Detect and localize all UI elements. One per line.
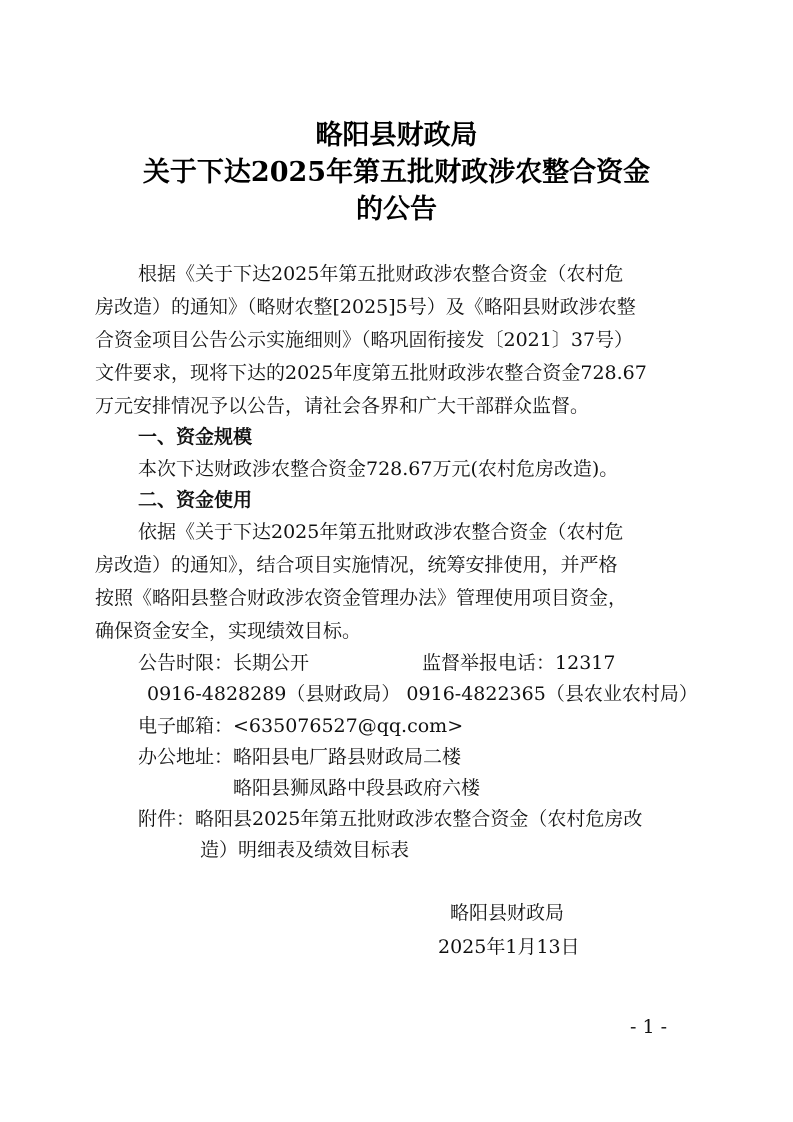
attachment-line-1: 略阳县2025年第五批财政涉农整合资金（农村危房改 (195, 808, 643, 830)
email-label: 电子邮箱： (138, 715, 234, 737)
hotline-label: 监督举报电话： (422, 652, 556, 674)
address-line-1: 略阳县电厂路县财政局二楼 (233, 746, 462, 768)
usage-line: 确保资金安全，实现绩效目标。 (95, 620, 362, 642)
notice-period-value: 长期公开 (233, 652, 310, 674)
intro-line: 房改造）的通知》（略财农整[2025]5号）及《略阳县财政涉农整 (95, 296, 636, 318)
notice-period (138, 650, 309, 676)
phone-numbers: 0916-4828289（县财政局） 0916-4822365（县农业农村局） (147, 683, 698, 705)
intro-line: 合资金项目公告公示实施细则》（略巩固衔接发〔2021〕37号） (95, 329, 634, 351)
attachment-line-2: 造）明细表及绩效目标表 (200, 839, 410, 861)
hotline-number: 12317 (555, 652, 616, 674)
office-address (138, 744, 461, 770)
section-text-scale: 本次下达财政涉农整合资金728.67万元(农村危房改造)。 (138, 458, 619, 480)
signature-date: 2025年1月13日 (438, 936, 580, 958)
signature-org: 略阳县财政局 (450, 902, 565, 924)
address-label: 办公地址： (138, 746, 234, 768)
email-address: <635076527@qq.com> (233, 715, 464, 737)
section-heading-usage: 二、资金使用 (138, 489, 253, 511)
page-number: - 1 - (630, 1016, 668, 1038)
intro-line: 文件要求，现将下达的2025年度第五批财政涉农整合资金728.67 (95, 362, 647, 384)
usage-line: 依据《关于下达2025年第五批财政涉农整合资金（农村危 (138, 521, 624, 543)
attachment (138, 806, 642, 832)
section-heading-scale: 一、资金规模 (138, 426, 253, 448)
title-main: 关于下达2025年第五批财政涉农整合资金 (142, 157, 651, 188)
hotline (422, 650, 615, 676)
usage-line: 房改造）的通知》，结合项目实施情况，统筹安排使用，并严格 (95, 554, 618, 576)
intro-line: 根据《关于下达2025年第五批财政涉农整合资金（农村危 (138, 263, 624, 285)
usage-line: 按照《略阳县整合财政涉农资金管理办法》管理使用项目资金， (95, 587, 628, 609)
address-line-2: 略阳县狮凤路中段县政府六楼 (233, 777, 481, 799)
email (138, 713, 463, 739)
notice-period-label: 公告时限： (138, 652, 234, 674)
intro-line: 万元安排情况予以公告，请社会各界和广大干部群众监督。 (95, 395, 590, 417)
attachment-label: 附件： (138, 808, 196, 830)
title-issuer: 略阳县财政局 (315, 120, 478, 151)
title-suffix: 的公告 (356, 194, 437, 225)
